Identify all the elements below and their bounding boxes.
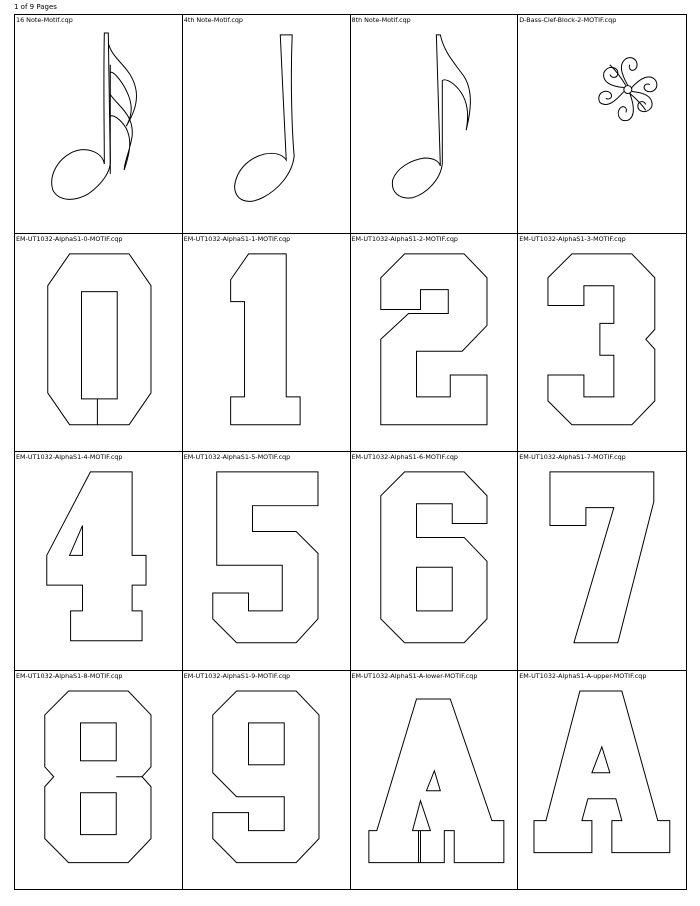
digit-2-icon bbox=[351, 244, 518, 452]
motif-cell[interactable] bbox=[351, 15, 519, 234]
motif-cell[interactable] bbox=[351, 234, 519, 453]
digit-7-icon bbox=[518, 462, 686, 670]
letter-a-lower-icon bbox=[351, 681, 518, 890]
motif-filename: EM-UT1032-AlphaS1-A-lower-MOTIF.cqp bbox=[351, 671, 478, 680]
motif-grid bbox=[14, 14, 687, 890]
digit-1-icon bbox=[183, 244, 350, 452]
motif-filename: 8th Note-Motif.cqp bbox=[351, 16, 411, 24]
motif-filename: EM-UT1032-AlphaS1-2-MOTIF.cqp bbox=[351, 234, 458, 243]
motif-cell[interactable] bbox=[351, 452, 519, 671]
eighth-note-icon bbox=[351, 25, 518, 233]
motif-cell[interactable] bbox=[183, 671, 351, 890]
motif-filename: EM-UT1032-AlphaS1-5-MOTIF.cqp bbox=[183, 453, 291, 461]
motif-filename: 4th Note-Motif.cqp bbox=[183, 16, 243, 24]
motif-filename: EM-UT1032-AlphaS1-4-MOTIF.cqp bbox=[16, 453, 123, 461]
motif-cell[interactable] bbox=[518, 234, 686, 453]
motif-cell[interactable] bbox=[183, 15, 351, 234]
motif-cell[interactable] bbox=[183, 234, 351, 453]
motif-cell[interactable] bbox=[15, 234, 183, 453]
motif-filename: EM-UT1032-AlphaS1-1-MOTIF.cqp bbox=[183, 234, 291, 243]
motif-cell[interactable] bbox=[15, 671, 183, 890]
letter-a-upper-icon bbox=[518, 681, 686, 890]
motif-cell[interactable] bbox=[518, 15, 686, 234]
motif-filename: EM-UT1032-AlphaS1-6-MOTIF.cqp bbox=[351, 453, 458, 461]
motif-filename: EM-UT1032-AlphaS1-0-MOTIF.cqp bbox=[16, 234, 123, 243]
motif-filename: EM-UT1032-AlphaS1-A-upper-MOTIF.cqp bbox=[519, 671, 647, 680]
motif-filename: EM-UT1032-AlphaS1-3-MOTIF.cqp bbox=[519, 234, 626, 243]
motif-filename: 16 Note-Motif.cqp bbox=[16, 16, 73, 24]
digit-8-icon bbox=[15, 681, 182, 890]
digit-4-icon bbox=[15, 462, 182, 670]
sixteenth-note-icon bbox=[15, 25, 182, 233]
swirl-flower-icon bbox=[518, 25, 686, 233]
digit-3-icon bbox=[518, 244, 686, 452]
motif-filename: EM-UT1032-AlphaS1-7-MOTIF.cqp bbox=[519, 453, 626, 461]
motif-cell[interactable] bbox=[518, 452, 686, 671]
digit-9-icon bbox=[183, 681, 350, 890]
motif-cell[interactable] bbox=[518, 671, 686, 890]
motif-cell[interactable] bbox=[351, 671, 519, 890]
motif-cell[interactable] bbox=[15, 452, 183, 671]
motif-cell[interactable] bbox=[183, 452, 351, 671]
motif-filename: EM-UT1032-AlphaS1-9-MOTIF.cqp bbox=[183, 671, 291, 680]
motif-cell[interactable] bbox=[15, 15, 183, 234]
digit-6-icon bbox=[351, 462, 518, 670]
motif-filename: D-Bass-Clef-Block-2-MOTIF.cqp bbox=[519, 16, 617, 24]
page-count: 1 of 9 Pages bbox=[14, 3, 57, 11]
quarter-note-icon bbox=[183, 25, 350, 233]
motif-filename: EM-UT1032-AlphaS1-8-MOTIF.cqp bbox=[16, 671, 123, 680]
digit-5-icon bbox=[183, 462, 350, 670]
digit-0-icon bbox=[15, 244, 182, 452]
